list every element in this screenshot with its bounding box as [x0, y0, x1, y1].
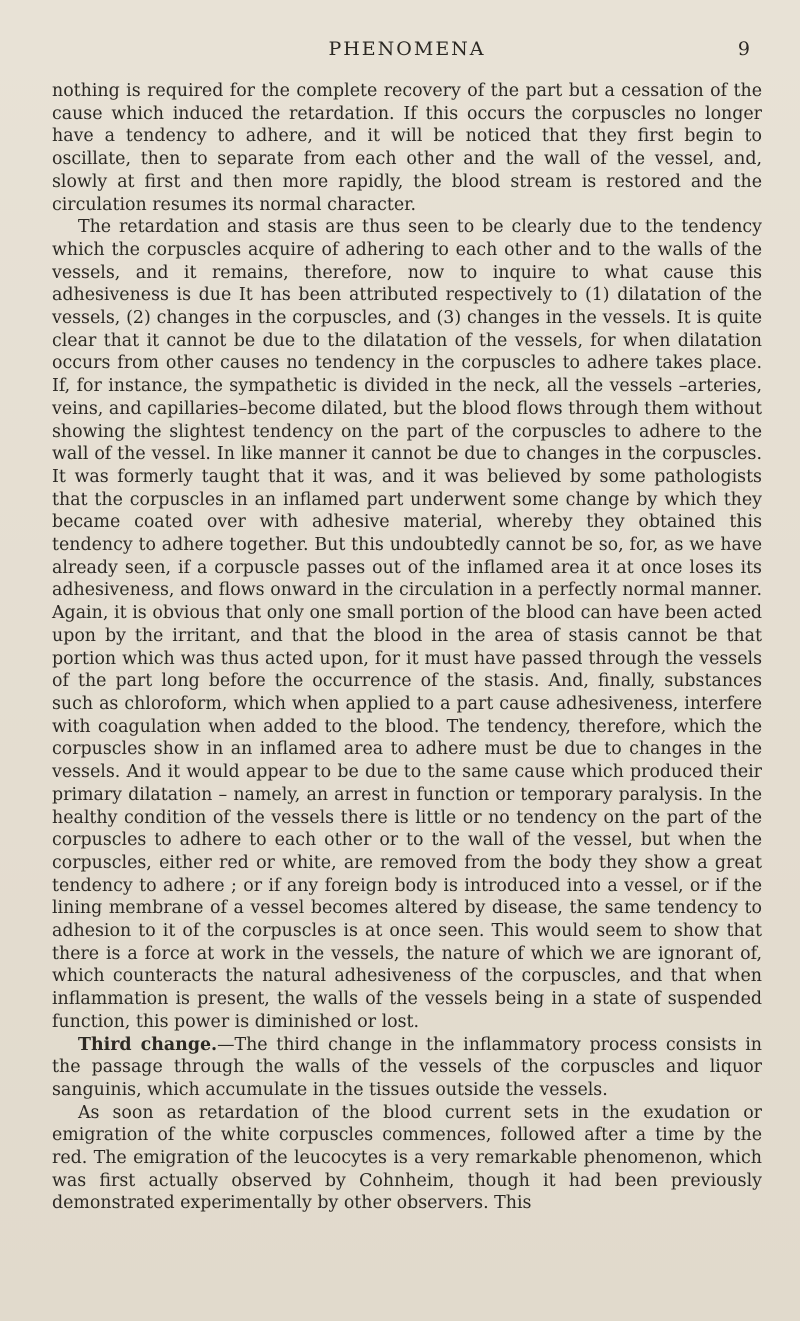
body-text	[52, 80, 762, 1215]
paragraph-retardation-and-stasis: The retardation and stasis are thus seen to be clearly due to the tendency which the corpuscles acquire of adhering to each other and to the walls of the vessels, and it remains, therefore, now to inquire to what cause this adhesiveness is due It has been attributed respectively to (1) dilatation of the vessels, (2) changes in the corpuscles, and (3) changes in the vessels. It is quite clear that it cannot be due to the dilatation of the vessels, for when dilatation occurs from other causes no tendency in the corpuscles to adhere takes place. If, for instance, the sympathetic is divided in the neck, all the vessels –arteries, veins, and capillaries–become dilated, but the blood flows through them without showing the slightest tendency on the part of the corpuscles to adhere to the wall of the vessel. In like manner it cannot be due to changes in the corpuscles. It was formerly taught that it was, and it was believed by some pathologists that the corpuscles in an inflamed part underwent some change by which they became coated over with adhesive material, whereby they obtained this tendency to adhere together. But this undoubtedly cannot be so, for, as we have already seen, if a corpuscle passes out of the inflamed area it at once loses its adhesiveness, and flows onward in the circulation in a perfectly normal manner. Again, it is obvious that only one small portion of the blood can have been acted upon by the irritant, and that the blood in the area of stasis cannot be that portion which was thus acted upon, for it must have passed through the vessels of the part long before the occurrence of the stasis. And, finally, substances such as chloroform, which when applied to a part cause adhesiveness, interfere with coagulation when added to the blood. The tendency, therefore, which the corpuscles show in an inflamed area to adhere must be due to changes in the vessels. And it would appear to be due to the same cause which produced their primary dilatation – namely, an arrest in function or temporary paralysis. In the healthy condition of the vessels there is little or no tendency on the part of the corpuscles to adhere to each other or to the wall of the vessel, but when the corpuscles, either red or white, are removed from the body they show a great tendency to adhere ; or if any foreign body is introduced into a vessel, or if the lining membrane of a vessel becomes altered by disease, the same tendency to adhesion to it of the corpuscles is at once seen. This would seem to show that there is a force at work in the vessels, the nature of which we are ignorant of, which counteracts the natural adhesiveness of the corpuscles, and that when inflammation is present, the walls of the vessels being in a state of suspended function, this power is diminished or lost.	[52, 217, 762, 1032]
page-number: 9	[737, 38, 750, 60]
paragraph-continuation: nothing is required for the complete recovery of the part but a cessation of the cause which induced the retardation. If this occurs the corpuscles no longer have a tendency to adhere, and it will be noticed that they first begin to oscillate, then to separate from each other and the wall of the vessel, and, slowly at first and then more rapidly, the blood stream is restored and the circulation resumes its normal character.	[52, 81, 762, 215]
paragraph-third-change-text: —The third change in the inflammatory process consists in the passage through the walls of the vessels of the corpuscles and liquor sanguinis, which accumulate in the tissues outside the vessels.	[52, 1034, 763, 1100]
running-head	[52, 34, 762, 74]
running-head-title: PHENOMENA	[328, 38, 486, 60]
run-in-heading: Third change.	[78, 1034, 218, 1055]
paragraph-third-change	[52, 1034, 762, 1102]
paragraph-emigration: As soon as retardation of the blood current sets in the exudation or emigration of the white corpuscles commences, followed after a time by the red. The emigration of the leucocytes is a very remarkable phenomenon, which was first actually observed by Cohnheim, though it had been previously demonstrated experimentally by other observers. This	[52, 1102, 762, 1214]
